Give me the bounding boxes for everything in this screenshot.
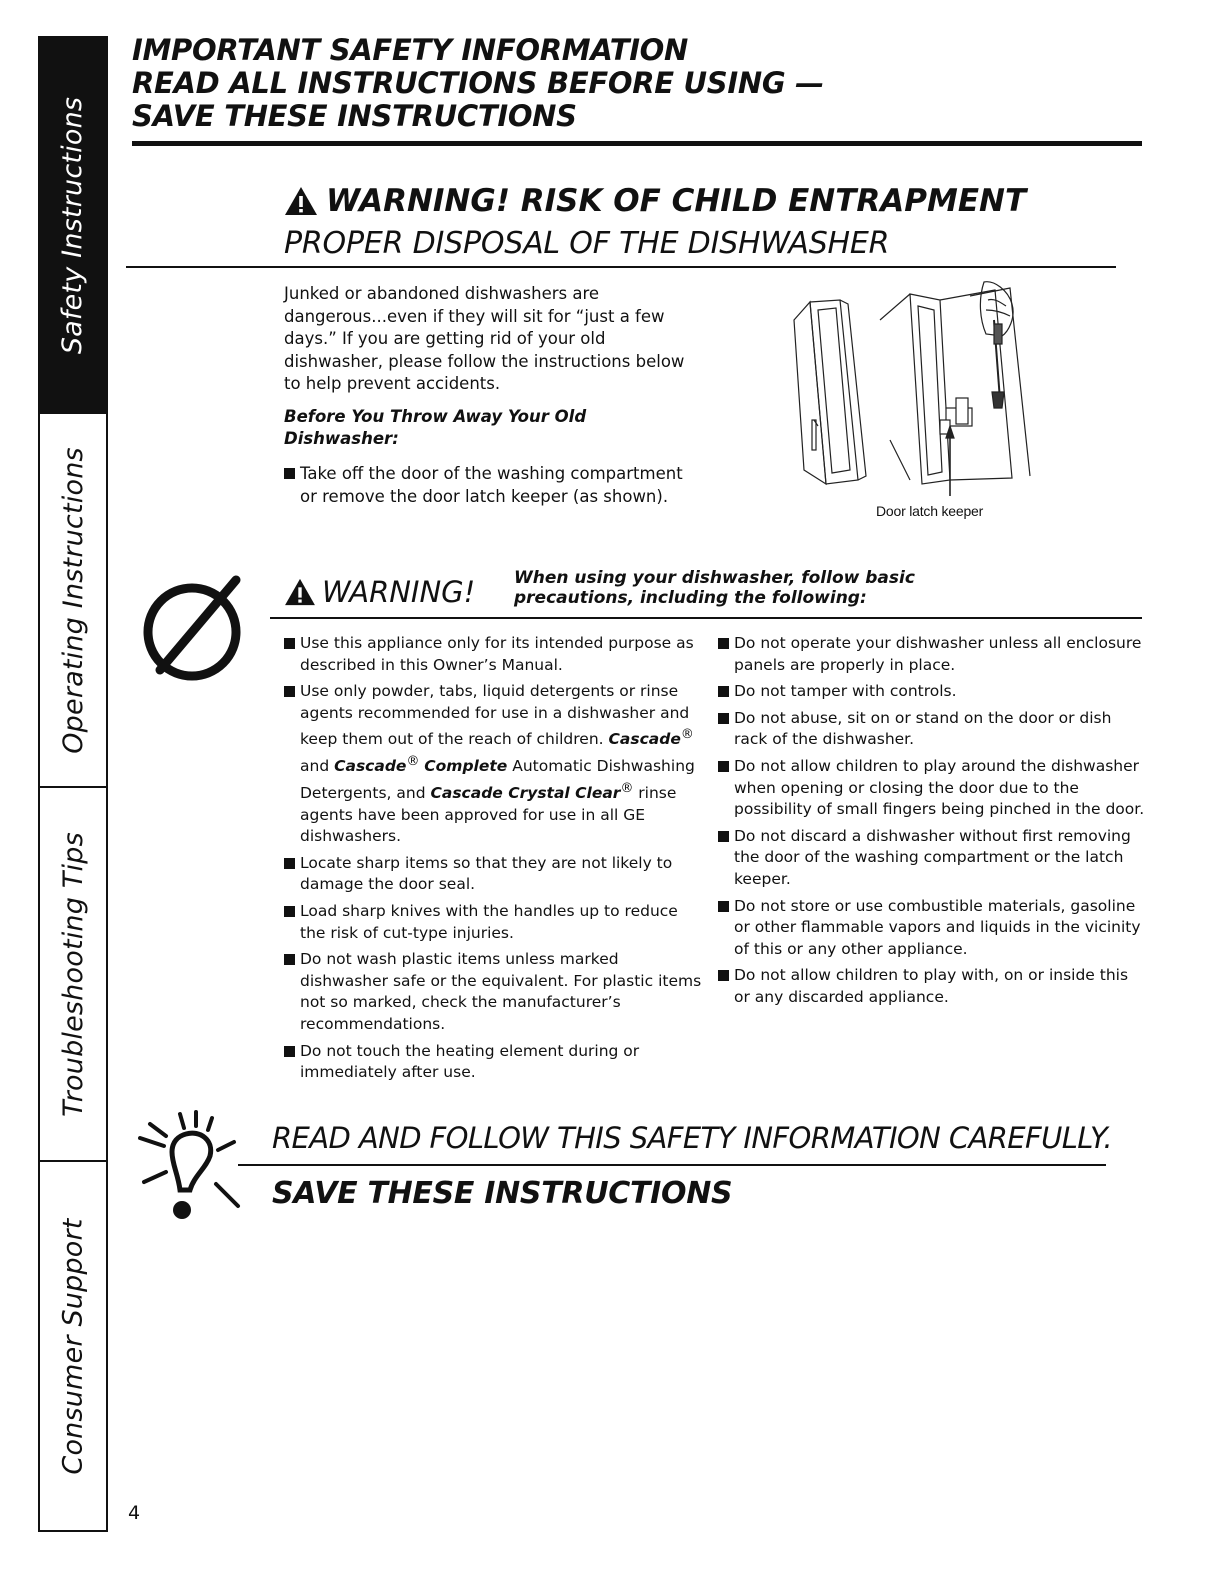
bullet-square-icon: [284, 858, 295, 869]
entrapment-intro: Junked or abandoned dishwashers are dangerous...even if they will sit for “just a few days.” If you are getting rid of your old dishwasher, please follow the instructions below to help prevent accidents.: [284, 284, 685, 393]
page-number: 4: [128, 1502, 141, 1524]
tab-label: Safety Instructions: [57, 96, 89, 354]
prohibited-icon: [140, 572, 248, 686]
precautions-right-column: [718, 633, 1148, 1014]
divider: [126, 266, 1116, 268]
tab-operating-instructions[interactable]: [40, 414, 106, 788]
header-line-1: IMPORTANT SAFETY INFORMATION: [132, 33, 689, 67]
page-header: [132, 34, 1142, 146]
footer-save-instructions: SAVE THESE INSTRUCTIONS: [272, 1176, 733, 1211]
bullet-square-icon: [718, 901, 729, 912]
bullet-square-icon: [718, 970, 729, 981]
list-item-text: Locate sharp items so that they are not likely to damage the door seal.: [300, 853, 673, 894]
tab-safety-instructions[interactable]: [40, 38, 106, 414]
before-throw-away-list: [284, 463, 704, 508]
bullet-square-icon: [718, 713, 729, 724]
list-item-text: Do not abuse, sit on or stand on the door or dish rack of the dishwasher.: [734, 708, 1112, 749]
bullet-square-icon: [718, 761, 729, 772]
bullet-square-icon: [718, 831, 729, 842]
list-item-text: Do not wash plastic items unless marked dishwasher safe or the equivalent. For plastic items not so marked, check the manufacturer’s recommendations.: [300, 950, 702, 1033]
list-item: [718, 896, 1148, 961]
list-item: [284, 853, 704, 896]
divider: [270, 617, 1142, 619]
entrapment-title-text: WARNING! RISK OF CHILD ENTRAPMENT: [326, 183, 1027, 219]
illustration-caption: Door latch keeper: [876, 503, 984, 519]
list-item: [718, 708, 1148, 751]
list-item-text: Do not touch the heating element during or immediately after use.: [300, 1041, 640, 1082]
list-item-text: Use this appliance only for its intended purpose as described in this Owner’s Manual.: [300, 634, 694, 674]
list-item: [284, 901, 704, 944]
list-item: [284, 949, 704, 1035]
list-item: [284, 1041, 704, 1084]
list-item-text: Do not store or use combustible materials, gasoline or other flammable vapors and liquids in the vicinity of this or any other appliance.: [734, 896, 1141, 958]
list-item: [718, 681, 1148, 703]
precautions-left-column: [284, 633, 704, 1089]
list-item-text: Take off the door of the washing compartment or remove the door latch keeper (as shown).: [300, 464, 683, 506]
list-item-text: Do not allow children to play with, on or inside this or any discarded appliance.: [734, 966, 1129, 1006]
footer-read-follow: READ AND FOLLOW THIS SAFETY INFORMATION CAREFULLY.: [272, 1121, 1113, 1155]
bullet-square-icon: [284, 954, 295, 965]
list-item-text: Load sharp knives with the handles up to reduce the risk of cut-type injuries.: [300, 902, 678, 942]
tab-label: Consumer Support: [57, 1217, 89, 1475]
tab-label: Operating Instructions: [57, 446, 89, 754]
warning-triangle-icon: [284, 578, 316, 606]
header-line-3: SAVE THESE INSTRUCTIONS: [132, 99, 577, 133]
list-item-text: Do not operate your dishwasher unless all enclosure panels are properly in place.: [734, 634, 1142, 674]
list-item-text: Do not discard a dishwasher without first removing the door of the washing compartment or the latch keeper.: [734, 826, 1131, 888]
bullet-square-icon: [718, 638, 729, 649]
bullet-square-icon: [284, 1046, 295, 1057]
warning-triangle-icon: [284, 186, 318, 216]
precautions-warning-title: [284, 574, 475, 610]
list-item: [718, 756, 1148, 821]
list-item: [284, 463, 704, 508]
list-item-text: Use only powder, tabs, liquid detergents or rinse agents recommended for use in a dishwasher and keep them out of the reach of children. Cascade® and Cascade® Complete Automatic Dishwashing Detergents, and Cascade Crystal Clear® rinse agents have been approved for use in all GE dishwashers.: [300, 682, 695, 846]
header-line-2: READ ALL INSTRUCTIONS BEFORE USING —: [132, 66, 824, 100]
list-item: [284, 633, 704, 676]
bullet-square-icon: [284, 906, 295, 917]
precautions-note: When using your dishwasher, follow basic precautions, including the following:: [514, 568, 915, 608]
door-latch-illustration: [780, 280, 1050, 510]
entrapment-subtitle: PROPER DISPOSAL OF THE DISHWASHER: [284, 226, 890, 261]
tab-troubleshooting-tips[interactable]: [40, 788, 106, 1162]
divider: [238, 1164, 1106, 1166]
caution-exclamation-icon: [136, 1110, 266, 1228]
bullet-square-icon: [718, 686, 729, 697]
bullet-square-icon: [284, 638, 295, 649]
entrapment-warning-title: [284, 182, 1026, 220]
list-item-text: Do not allow children to play around the dishwasher when opening or closing the door due to the possibility of small fingers being pinched in the door.: [734, 756, 1145, 819]
list-item: [718, 965, 1148, 1008]
list-item: [718, 826, 1148, 891]
bullet-square-icon: [284, 468, 295, 479]
tab-consumer-support[interactable]: [40, 1162, 106, 1530]
list-item: [718, 633, 1148, 676]
tab-label: Troubleshooting Tips: [57, 831, 89, 1117]
side-tabs: [38, 36, 108, 1532]
list-item: [284, 681, 704, 848]
before-throw-away-heading: Before You Throw Away Your Old Dishwasher:: [284, 407, 587, 448]
bullet-square-icon: [284, 686, 295, 697]
precautions-title-text: WARNING!: [322, 575, 476, 609]
list-item-text: Do not tamper with controls.: [734, 682, 957, 701]
